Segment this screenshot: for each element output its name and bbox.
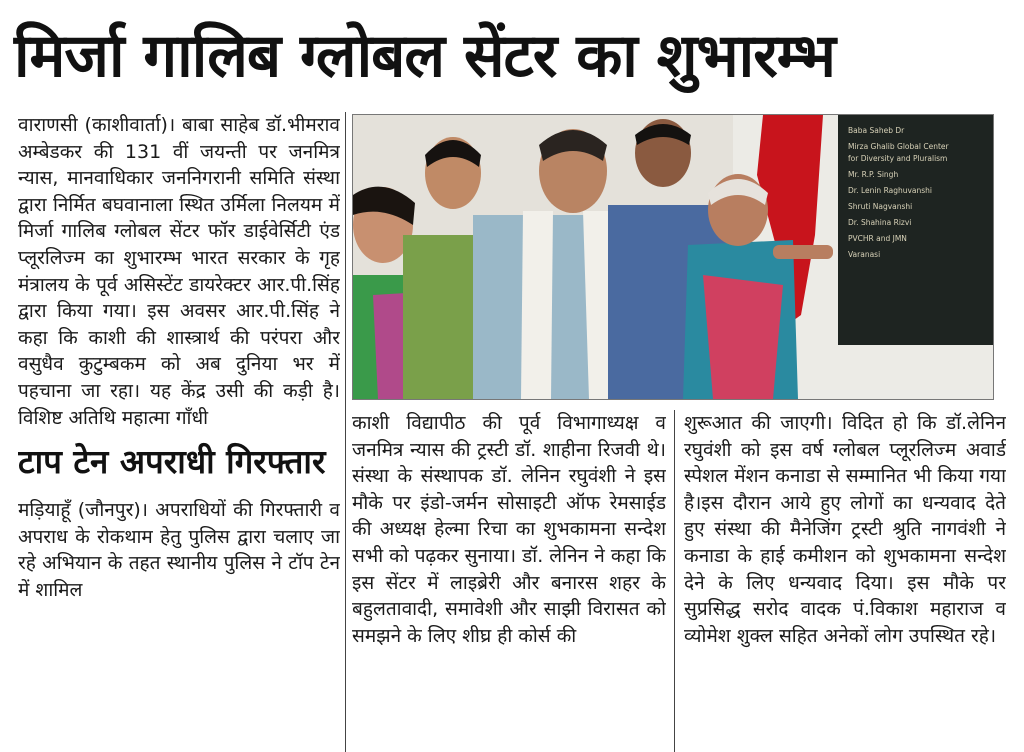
news-photo bbox=[352, 114, 994, 400]
article-column-3 bbox=[684, 410, 1006, 752]
column-divider bbox=[345, 112, 346, 752]
plaque-line: PVCHR and JMN bbox=[848, 234, 907, 243]
column-divider bbox=[674, 410, 675, 752]
article-text: वाराणसी (काशीवार्ता)। बाबा साहेब डॉ.भीमराव अम्बेडकर की 131 वीं जयन्ती पर जनमित्र न्यास, मानवाधिकार जननिगरानी समिति संस्था द्वारा निर्मित बघवानाला स्थित उर्मिला निलयम में मिर्जा गालिब ग्लोबल सेंटर फॉर डाईवेर्सिटी एंड प्लूरलिज्म का शुभारम्भ भारत सरकार के गृह मंत्रालय के पूर्व असिस्टेंट डायरेक्टर आर.पी.सिंह द्वारा किया गया। इस अवसर आर.पी.सिंह ने कहा कि काशी की शास्त्रार्थ की परंपरा और वसुधैव कुटुम्बकम को अब दुनिया भर में पहचाना जा रहा। यह केंद्र उसी की कड़ी है। विशिष्ट अतिथि महात्मा गाँधी bbox=[18, 114, 340, 429]
article-column-2 bbox=[352, 410, 666, 752]
article-text: शुरूआत की जाएगी। विदित हो कि डॉ.लेनिन रघुवंशी को इस वर्ष ग्लोबल प्लूरलिज्म अवार्ड स्पेशल मेंशन कनाडा से सम्मानित भी किया गया है।इस दौरान आये हुए लोगों का धन्यवाद देते हुए संस्था की मैनेजिंग ट्रस्टी श्रुति नागवंशी ने कनाडा के हाई कमीशन को शुभकामना सन्देश देने के लिए धन्यवाद दिया। इस मौके पर सुप्रसिद्ध सरोद वादक पं.विकाश महाराज व व्योमेश शुक्ल सहित अनेकों लोग उपस्थित रहे। bbox=[684, 412, 1006, 647]
plaque-line: for Diversity and Pluralism bbox=[848, 154, 948, 163]
headline: मिर्जा गालिब ग्लोबल सेंटर का शुभारम्भ bbox=[14, 21, 835, 91]
second-article-text: मड़ियाहूँ (जौनपुर)। अपराधियों की गिरफ्तारी व अपराध के रोकथाम हेतु पुलिस द्वारा चलाए जा रहे अभियान के तहत स्थानीय पुलिस ने टॉप टेन में शामिल bbox=[18, 499, 340, 601]
plaque-line: Dr. Shahina Rizvi bbox=[848, 218, 912, 227]
photo-illustration bbox=[353, 115, 993, 399]
plaque-line: Baba Saheb Dr bbox=[848, 126, 905, 135]
article-column-1 bbox=[18, 112, 340, 752]
plaque-line: Varanasi bbox=[848, 250, 881, 259]
article-text: काशी विद्यापीठ की पूर्व विभागाध्यक्ष व जनमित्र न्यास की ट्रस्टी डॉ. शाहीना रिजवी थे। संस्था के संस्थापक डॉ. लेनिन रघुवंशी ने इस मौके पर इंडो-जर्मन सोसाइटी ऑफ रेमसाईड की अध्यक्ष हेल्मा रिचा का शुभकामना सन्देश सभी को पढ़कर सुनाया। डॉ. लेनिन ने कहा कि इस सेंटर में लाइब्रेरी और बनारस शहर के बहुलतावादी, समावेशी और साझी विरासत को समझने के लिए शीघ्र ही कोर्स की bbox=[352, 412, 666, 647]
plaque-line: Mirza Ghalib Global Center bbox=[848, 142, 949, 151]
plaque-line: Mr. R.P. Singh bbox=[848, 170, 899, 179]
plaque-line: Shruti Nagvanshi bbox=[848, 202, 913, 211]
second-headline: टाप टेन अपराधी गिरफ्तार bbox=[18, 442, 326, 482]
plaque-line: Dr. Lenin Raghuvanshi bbox=[848, 186, 933, 195]
